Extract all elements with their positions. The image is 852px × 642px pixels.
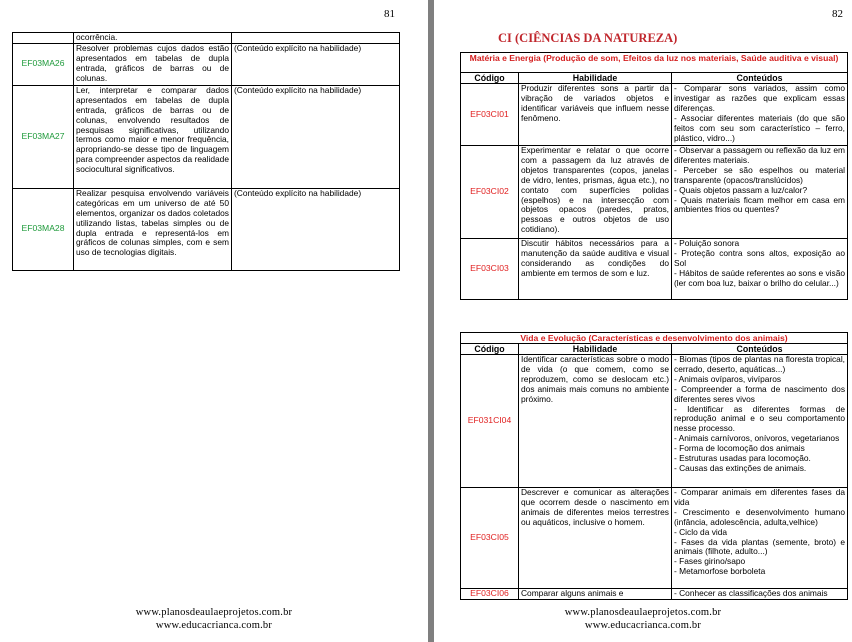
skill-text: Realizar pesquisa envolvendo variáveis categóricas em um universo de até 50 elementos, organizar os dados coletados utilizando listas, tabelas simples ou de dupla entrada e representá-los em gráficos de colunas simples, com e sem uso de tecnologias digitais.	[74, 188, 232, 270]
skill-code: EF03MA26	[13, 43, 74, 85]
content-item: - Comparar sons variados, assim como investigar as razões que explicam essas diferenças.	[674, 83, 846, 113]
content-item: - Quais materiais ficam melhor em casa em ambientes frios ou quentes?	[674, 194, 846, 215]
content-item: - Quais objetos passam a luz/calor?	[674, 184, 808, 195]
content-item: - Ciclo da vida	[674, 526, 728, 537]
content-item: - Forma de locomoção dos animais	[674, 443, 805, 454]
table-header-row	[461, 344, 848, 355]
content-item: - Perceber se são espelhos ou material transparente (opacos/translúcidos)	[674, 164, 846, 185]
content-list	[672, 146, 848, 239]
table-caption: Matéria e Energia (Produção de som, Efeitos da luz nos materiais, Saúde auditiva e visual)	[461, 53, 848, 73]
content-item: - Causas das extinções de animais.	[674, 462, 807, 473]
footer-link-2: www.educacrianca.com.br	[155, 620, 273, 631]
skill-text: ocorrência.	[74, 33, 232, 44]
table-row	[461, 146, 848, 239]
skill-text: Resolver problemas cujos dados estão apresentados em tabelas de dupla entrada, gráficos de barras ou de colunas.	[74, 43, 232, 85]
content-item: - Observar a passagem ou reflexão da luz em diferentes materiais.	[674, 145, 846, 165]
skill-code: EF03MA28	[13, 188, 74, 270]
table-row	[461, 239, 848, 300]
table-row	[13, 85, 400, 188]
skill-text: Descrever e comunicar as alterações que ocorrem desde o nascimento em animais de diferentes meios terrestres ou aquáticos, inclusive o homem.	[519, 488, 672, 589]
skill-text: Experimentar e relatar o que ocorre com a passagem da luz através de objetos transparentes (copos, janelas de vidro, lentes, prismas, água etc.), no contato com superfícies polidas (espelhos) e na intersecção com objetos opacos (paredes, pratos, pessoas e outros objetos de uso cotidiano).	[519, 146, 672, 239]
table-row	[461, 84, 848, 146]
skill-code: EF03CI01	[461, 84, 519, 146]
content-text: (Conteúdo explícito na habilidade)	[232, 85, 400, 188]
skill-code: EF03CI03	[461, 239, 519, 300]
content-text	[232, 33, 400, 44]
column-header-content: Conteúdos	[672, 73, 848, 84]
content-item: - Associar diferentes materiais (do que são feitos com seu som característico – ferro, plástico, vidro...)	[674, 112, 846, 143]
content-item: - Poluição sonora	[674, 238, 740, 248]
content-list	[672, 488, 848, 589]
content-list	[672, 589, 848, 600]
math-skills-table	[12, 32, 400, 271]
content-item: - Conhecer as classificações dos animais	[674, 588, 828, 598]
content-item: - Animais carnívoros, onívoros, vegetarianos	[674, 433, 840, 444]
skill-code: EF031CI04	[461, 355, 519, 488]
column-header-code: Código	[461, 73, 519, 84]
column-header-code: Código	[461, 344, 519, 355]
content-item: - Identificar as diferentes formas de reprodução animal e o seu comportamento nesse processo.	[674, 403, 846, 434]
table-caption: Vida e Evolução (Características e desenvolvimento dos animais)	[461, 333, 848, 344]
skill-code: EF03CI06	[461, 589, 519, 600]
skill-text: Produzir diferentes sons a partir da vibração de variados objetos e identificar variáveis que influem nesse fenômeno.	[519, 84, 672, 146]
table-caption-row	[461, 53, 848, 73]
content-item: - Animais ovíparos, vivíparos	[674, 373, 782, 384]
content-item: - Biomas (tipos de plantas na floresta tropical, cerrado, deserto, aquáticas...)	[674, 354, 846, 374]
content-item: - Fases girino/sapo	[674, 556, 746, 567]
life-evolution-table	[460, 332, 848, 600]
page-number: 81	[384, 8, 395, 20]
table-row	[461, 589, 848, 600]
footer-link-1: www.planosdeaulaeprojetos.com.br	[135, 607, 293, 618]
table-row	[13, 188, 400, 270]
content-item: - Comparar animais em diferentes fases da vida	[674, 487, 846, 507]
content-item: - Estruturas usadas para locomoção.	[674, 453, 811, 464]
content-item: - Crescimento e desenvolvimento humano (infância, adolescência, adulta,velhice)	[674, 506, 846, 527]
table-row	[461, 355, 848, 488]
section-title: CI (CIÊNCIAS DA NATUREZA)	[498, 31, 678, 45]
content-list	[672, 84, 848, 146]
skill-text: Ler, interpretar e comparar dados apresentados em tabelas de dupla entrada, gráficos de barras ou de colunas, envolvendo resultados de pesquisas significativas, utilizando termos como maior e menor frequência, apropriando-se desse tipo de linguagem para compreender aspectos da realidade sociocultural significativos.	[74, 85, 232, 188]
table-caption-row	[461, 333, 848, 344]
content-item: - Compreender a forma de nascimento dos diferentes seres vivos	[674, 383, 846, 404]
content-list	[672, 239, 848, 300]
content-text: (Conteúdo explícito na habilidade)	[232, 188, 400, 270]
content-item: - Proteção contra sons altos, exposição ao Sol	[674, 247, 846, 268]
page-number: 82	[832, 8, 843, 20]
skill-code	[13, 33, 74, 44]
skill-code: EF03CI02	[461, 146, 519, 239]
skill-text: Discutir hábitos necessários para a manutenção da saúde auditiva e visual considerando as condições do ambiente em termos de som e luz.	[519, 239, 672, 300]
skill-code: EF03MA27	[13, 85, 74, 188]
column-header-skill: Habilidade	[519, 73, 672, 84]
table-header-row	[461, 73, 848, 84]
skill-text: Identificar características sobre o modo de vida (o que comem, como se reproduzem, como se deslocam etc.) dos animais mais comuns no ambiente próximo.	[519, 355, 672, 488]
matter-energy-table	[460, 52, 848, 300]
content-text: (Conteúdo explícito na habilidade)	[232, 43, 400, 85]
column-header-content: Conteúdos	[672, 344, 848, 355]
column-header-skill: Habilidade	[519, 344, 672, 355]
skill-text: Comparar alguns animais e	[519, 589, 672, 600]
footer-link-1: www.planosdeaulaeprojetos.com.br	[564, 607, 722, 618]
content-list	[672, 355, 848, 488]
skill-code: EF03CI05	[461, 488, 519, 589]
content-item: - Fases da vida plantas (semente, broto) e animais (filhote, adulto...)	[674, 536, 846, 557]
table-row	[461, 488, 848, 589]
table-row	[13, 33, 400, 44]
content-item: - Hábitos de saúde referentes ao sons e visão (ler com boa luz, baixar o brilho do celular...)	[674, 267, 846, 288]
content-item: - Metamorfose borboleta	[674, 566, 766, 577]
footer-link-2: www.educacrianca.com.br	[584, 620, 702, 631]
table-row	[13, 43, 400, 85]
